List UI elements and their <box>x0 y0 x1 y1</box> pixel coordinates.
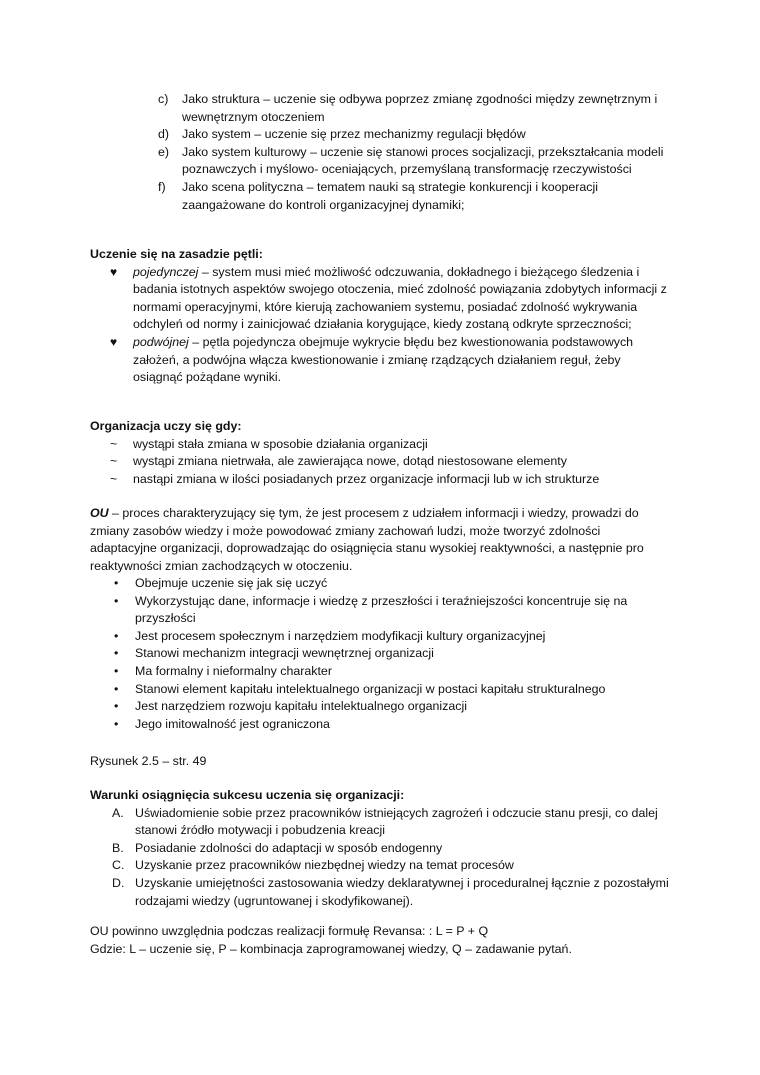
list-marker: d) <box>158 127 170 142</box>
list-item-text: Obejmuje uczenie się jak się uczyć <box>135 576 328 590</box>
list-item-text: Uzyskanie przez pracowników niezbędnej wiedzy na temat procesów <box>135 858 514 873</box>
bullet-icon: • <box>114 663 119 678</box>
list-item <box>90 471 670 489</box>
ou-definition-text: – proces charakteryzujący się tym, że jest procesem z udziałem informacji i wiedzy, prowadzi do zmiany zasobów wiedzy i może powodować zmiany zachowań ludzi, może tworzyć zdolności adaptacyjne organizacji, doprowadzając do osiągnięcia stanu wysokiej reaktywności, a następnie pro reaktywności zmian zachodzących w otoczeniu. <box>90 506 644 573</box>
list-item <box>90 575 670 593</box>
bullet-icon: • <box>114 646 119 661</box>
bullet-icon: • <box>114 576 119 590</box>
list-marker: A. <box>112 805 124 820</box>
loop-term: pojedynczej <box>133 264 199 279</box>
list-item <box>90 645 670 663</box>
heart-bullet-icon: ♥ <box>110 264 118 279</box>
list-item-text: Jako struktura – uczenie się odbywa poprzez zmianę zgodności między zewnętrznym i wewnętrznym otoczeniem <box>182 92 658 124</box>
list-item-text: wystąpi zmiana nietrwała, ale zawierająca nowe, dotąd niestosowane elementy <box>133 454 567 469</box>
formula-line: OU powinno uwzględnia podczas realizacji formułę Revansa: : L = P + Q <box>90 924 489 938</box>
bullet-icon: • <box>114 716 119 731</box>
list-item <box>90 453 670 471</box>
list-item <box>90 716 670 734</box>
list-marker: B. <box>112 840 124 855</box>
list-item <box>90 628 670 646</box>
list-item <box>90 698 670 716</box>
organization-learns-section <box>90 418 670 488</box>
list-item <box>90 126 670 144</box>
list-item-text: Uświadomienie sobie przez pracowników istniejących zagrożeń i odczucie stanu presji, co dalej stanowi źródło motywacji i pobudzenia kreacji <box>135 805 658 838</box>
list-item-text: Jako scena polityczna – tematem nauki są strategie konkurencji i kooperacji zaangażowane do kontroli organizacyjnej dynamiki; <box>182 179 598 212</box>
ou-features-list <box>90 575 670 733</box>
list-item <box>90 179 670 214</box>
list-item <box>90 875 670 910</box>
list-item <box>90 857 670 875</box>
bullet-icon: • <box>114 628 119 643</box>
heart-bullet-icon: ♥ <box>110 334 118 349</box>
bullet-icon: • <box>114 681 119 696</box>
list-item-text: Uzyskanie umiejętności zastosowania wiedzy deklaratywnej i proceduralnej łącznie z pozostałymi rodzajami wiedzy (ugruntowanej i skodyfikowanej). <box>135 875 669 908</box>
loop-term: podwójnej <box>133 334 189 349</box>
list-item <box>90 805 670 840</box>
tilde-bullet-icon: ~ <box>110 471 118 486</box>
loop-learning-section <box>90 246 670 387</box>
list-item <box>90 593 670 628</box>
approaches-list <box>90 91 670 214</box>
tilde-bullet-icon: ~ <box>110 436 118 451</box>
list-marker: C. <box>112 858 125 873</box>
list-item-text: Jest narzędziem rozwoju kapitału intelektualnego organizacji <box>135 699 467 714</box>
list-item <box>90 144 670 179</box>
list-marker: D. <box>112 875 125 890</box>
list-marker: f) <box>158 179 166 194</box>
revans-formula <box>90 923 670 958</box>
warunki-heading: Warunki osiągnięcia sukcesu uczenia się organizacji: <box>90 788 405 802</box>
list-item-text: Jego imitowalność jest ograniczona <box>135 716 330 731</box>
list-marker: e) <box>158 144 170 159</box>
list-item <box>90 681 670 699</box>
tilde-bullet-icon: ~ <box>110 454 118 469</box>
list-marker: c) <box>158 92 169 106</box>
list-item-text: Ma formalny i nieformalny charakter <box>135 663 332 678</box>
list-item-text: Posiadanie zdolności do adaptacji w sposób endogenny <box>135 840 443 855</box>
figure-reference: Rysunek 2.5 – str. 49 <box>90 754 207 768</box>
formula-legend: Gdzie: L – uczenie się, P – kombinacja zaprogramowanej wiedzy, Q – zadawanie pytań. <box>90 941 572 956</box>
list-item-text: Wykorzystując dane, informacje i wiedzę z przeszłości i teraźniejszości koncentruje się na przyszłości <box>135 593 628 626</box>
bullet-icon: • <box>114 699 119 714</box>
list-item-text: Jest procesem społecznym i narzędziem modyfikacji kultury organizacyjnej <box>135 628 546 643</box>
list-item <box>90 436 670 454</box>
list-item-text: Stanowi mechanizm integracji wewnętrznej organizacji <box>135 646 434 661</box>
list-item <box>90 840 670 858</box>
ou-definition <box>90 505 670 575</box>
ou-term: OU <box>90 506 109 520</box>
success-conditions-section <box>90 787 670 910</box>
list-item <box>90 264 670 334</box>
list-item <box>90 91 670 126</box>
list-item-text: Jako system kulturowy – uczenie się stanowi proces socjalizacji, przekształcania modeli poznawczych i myślowo- oceniających, przemyślaną transformację rzeczywistości <box>182 144 664 177</box>
list-item-text: Jako system – uczenie się przez mechanizmy regulacji błędów <box>182 127 526 142</box>
loop-description: – pętla pojedyncza obejmuje wykrycie błędu bez kwestionowania podstawowych założeń, a podwójna włącza kwestionowanie i zmianę rządzących działaniem reguł, żeby osiągnąć pożądane wyniki. <box>133 334 634 385</box>
list-item-text: wystąpi stała zmiana w sposobie działania organizacji <box>133 436 428 451</box>
list-item <box>90 334 670 387</box>
list-item-text: Stanowi element kapitału intelektualnego organizacji w postaci kapitału strukturalnego <box>135 681 606 696</box>
loop-description: – system musi mieć możliwość odczuwania, dokładnego i bieżącego śledzenia i badania istotnych aspektów swojego otoczenia, mieć zdolność powiązania zdobytych informacji z normami operacyjnymi, które kierują zachowaniem systemu, posiadać zdolność wykrywania odchyleń od normy i zainicjować działania korygujące, kiedy zostaną odkryte sprzeczności; <box>133 264 667 332</box>
list-item-text: nastąpi zmiana w ilości posiadanych przez organizacje informacji lub w ich strukturze <box>133 471 600 486</box>
bullet-icon: • <box>114 593 119 608</box>
loop-heading: Uczenie się na zasadzie pętli: <box>90 247 263 261</box>
org-heading: Organizacja uczy się gdy: <box>90 419 242 433</box>
list-item <box>90 663 670 681</box>
